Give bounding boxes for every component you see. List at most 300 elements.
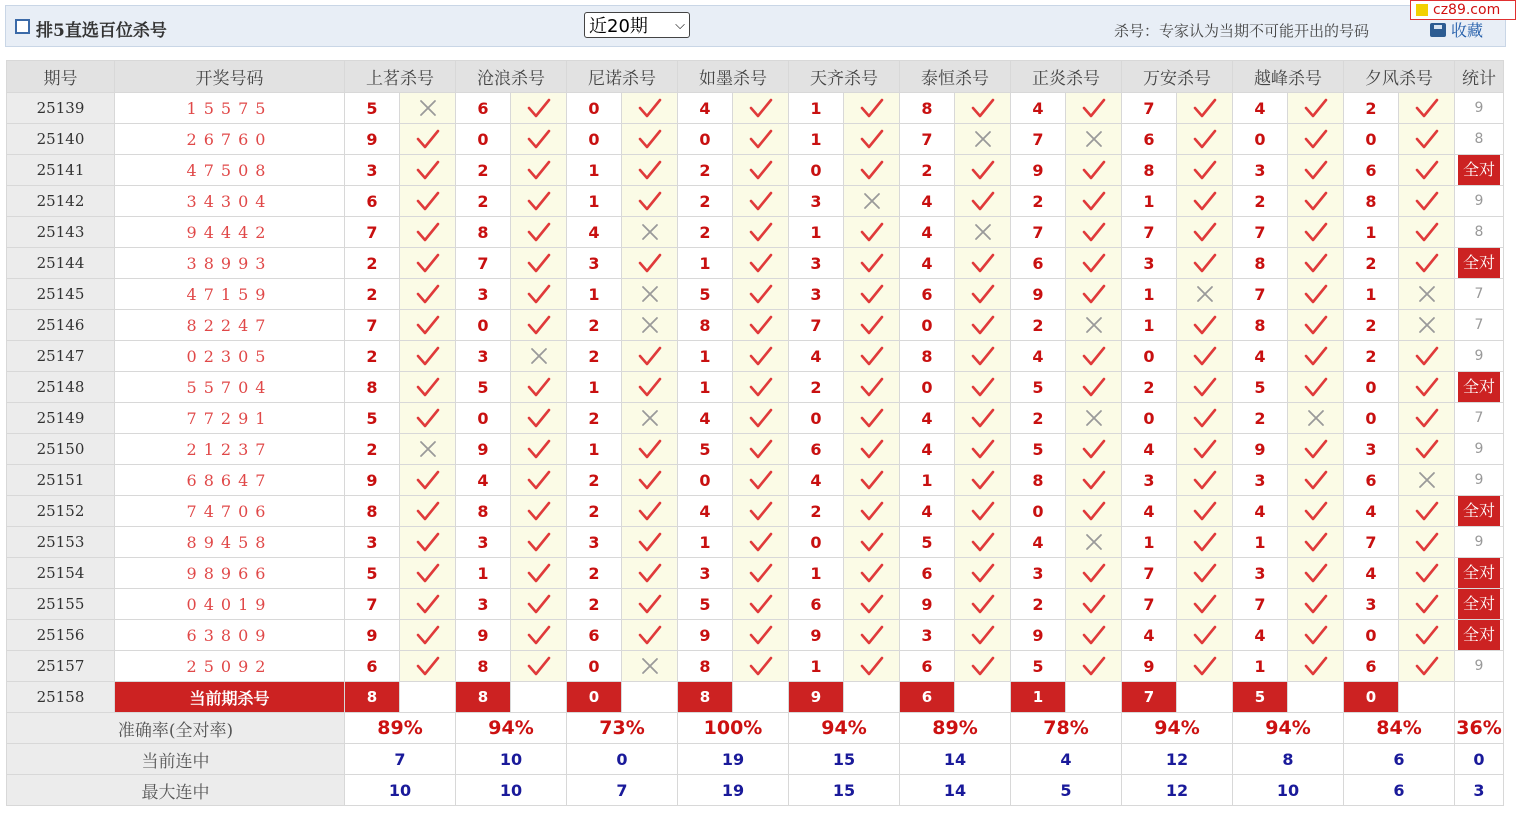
footer-value: 12 — [1122, 775, 1233, 806]
table-row — [7, 465, 1504, 496]
check-icon — [733, 248, 789, 279]
check-icon — [400, 465, 456, 496]
kill-number-cell: 2 — [1344, 341, 1399, 372]
kill-number-table — [6, 60, 1504, 806]
check-icon — [1288, 186, 1344, 217]
table-row — [7, 558, 1504, 589]
cross-icon — [622, 279, 678, 310]
check-icon — [955, 279, 1011, 310]
stat-cell: 7 — [1455, 403, 1504, 434]
kill-number-cell: 0 — [456, 310, 511, 341]
kill-number-cell: 9 — [789, 620, 844, 651]
kill-number-cell: 2 — [345, 434, 400, 465]
current-kill-number: 5 — [1233, 682, 1288, 713]
all-right-badge: 全对 — [1458, 248, 1500, 278]
kill-number-cell: 3 — [345, 155, 400, 186]
check-icon — [733, 279, 789, 310]
top-bar — [5, 5, 1506, 47]
check-icon — [1066, 589, 1122, 620]
check-icon — [1066, 217, 1122, 248]
check-icon — [1066, 186, 1122, 217]
kill-number-cell: 3 — [1122, 465, 1177, 496]
check-icon — [1177, 310, 1233, 341]
kill-number-cell: 2 — [1011, 589, 1066, 620]
check-icon — [511, 217, 567, 248]
period-cell: 25144 — [7, 248, 115, 279]
period-select[interactable] — [584, 12, 690, 38]
period-cell: 25158 — [7, 682, 115, 713]
favorite-label: 收藏 — [1451, 21, 1484, 40]
kill-number-cell: 2 — [567, 310, 622, 341]
stat-cell — [1455, 496, 1504, 527]
check-icon — [400, 620, 456, 651]
check-icon — [955, 651, 1011, 682]
kill-number-cell: 3 — [1344, 434, 1399, 465]
period-cell: 25152 — [7, 496, 115, 527]
footer-value: 15 — [789, 775, 900, 806]
kill-number-cell: 4 — [1122, 620, 1177, 651]
kill-number-cell: 8 — [456, 496, 511, 527]
kill-number-cell: 8 — [900, 93, 955, 124]
kill-number-cell: 0 — [456, 403, 511, 434]
check-icon — [1177, 496, 1233, 527]
check-icon — [1066, 279, 1122, 310]
kill-number-cell: 2 — [1011, 186, 1066, 217]
check-icon — [733, 186, 789, 217]
check-icon — [1066, 620, 1122, 651]
check-icon — [1177, 620, 1233, 651]
check-icon — [955, 558, 1011, 589]
column-header-expert: 尼诺杀号 — [567, 61, 678, 93]
check-icon — [1399, 186, 1455, 217]
kill-number-cell: 9 — [678, 620, 733, 651]
kill-number-cell: 4 — [900, 434, 955, 465]
kill-number-cell: 9 — [456, 434, 511, 465]
kill-number-cell: 2 — [1344, 93, 1399, 124]
kill-number-cell: 4 — [1122, 496, 1177, 527]
check-icon — [1288, 279, 1344, 310]
check-icon — [511, 93, 567, 124]
empty-cell — [400, 682, 456, 713]
kill-number-cell: 0 — [1344, 403, 1399, 434]
kill-number-cell: 4 — [1011, 341, 1066, 372]
check-icon — [1177, 651, 1233, 682]
kill-number-cell: 9 — [1122, 651, 1177, 682]
cross-icon — [955, 124, 1011, 155]
current-kill-number: 0 — [1344, 682, 1399, 713]
kill-number-cell: 9 — [1011, 155, 1066, 186]
column-header-expert: 正炎杀号 — [1011, 61, 1122, 93]
kill-number-cell: 6 — [900, 651, 955, 682]
kill-number-cell: 7 — [1011, 124, 1066, 155]
site-logo[interactable] — [1410, 0, 1516, 20]
kill-number-cell: 0 — [567, 651, 622, 682]
kill-number-cell: 7 — [1344, 527, 1399, 558]
kill-number-note: 杀号：专家认为当期不可能开出的号码 — [1114, 22, 1370, 40]
footer-label: 准确率(全对率) — [7, 713, 345, 744]
check-icon — [400, 310, 456, 341]
kill-number-cell: 4 — [678, 403, 733, 434]
draw-number-cell: 89458 — [115, 527, 345, 558]
check-icon — [1066, 372, 1122, 403]
stat-cell: 8 — [1455, 124, 1504, 155]
footer-label: 最大连中 — [7, 775, 345, 806]
kill-number-cell: 8 — [678, 310, 733, 341]
period-cell: 25154 — [7, 558, 115, 589]
check-icon — [1288, 310, 1344, 341]
kill-number-cell: 4 — [567, 217, 622, 248]
check-icon — [955, 310, 1011, 341]
kill-number-cell: 9 — [1011, 620, 1066, 651]
stat-cell: 9 — [1455, 465, 1504, 496]
kill-number-cell: 2 — [567, 558, 622, 589]
check-icon — [1399, 527, 1455, 558]
footer-value: 94% — [789, 713, 900, 744]
kill-number-cell: 7 — [1122, 589, 1177, 620]
kill-number-cell: 1 — [1122, 279, 1177, 310]
draw-number-cell: 63809 — [115, 620, 345, 651]
check-icon — [955, 589, 1011, 620]
check-icon — [955, 248, 1011, 279]
kill-number-cell: 1 — [789, 217, 844, 248]
footer-value: 78% — [1011, 713, 1122, 744]
table-row — [7, 186, 1504, 217]
check-icon — [1177, 186, 1233, 217]
table-row — [7, 651, 1504, 682]
cross-icon — [955, 217, 1011, 248]
cross-icon — [622, 651, 678, 682]
column-header-draw: 开奖号码 — [115, 61, 345, 93]
check-icon — [622, 434, 678, 465]
kill-number-cell: 3 — [1011, 558, 1066, 589]
kill-number-cell: 2 — [456, 155, 511, 186]
check-icon — [1177, 403, 1233, 434]
kill-number-cell: 3 — [678, 558, 733, 589]
kill-number-cell: 2 — [345, 279, 400, 310]
kill-number-cell: 2 — [345, 248, 400, 279]
check-icon — [733, 217, 789, 248]
draw-number-cell: 98966 — [115, 558, 345, 589]
check-icon — [1399, 155, 1455, 186]
period-cell: 25153 — [7, 527, 115, 558]
table-row — [7, 310, 1504, 341]
current-kill-number: 6 — [900, 682, 955, 713]
stat-cell: 9 — [1455, 527, 1504, 558]
period-cell: 25156 — [7, 620, 115, 651]
check-icon — [955, 372, 1011, 403]
kill-number-cell: 8 — [345, 496, 400, 527]
check-icon — [1399, 589, 1455, 620]
draw-number-cell: 25092 — [115, 651, 345, 682]
current-kill-number: 1 — [1011, 682, 1066, 713]
check-icon — [1288, 620, 1344, 651]
kill-number-cell: 2 — [1011, 403, 1066, 434]
stat-cell — [1455, 248, 1504, 279]
period-cell: 25148 — [7, 372, 115, 403]
check-icon — [844, 403, 900, 434]
kill-number-cell: 7 — [345, 217, 400, 248]
kill-number-cell: 9 — [456, 620, 511, 651]
check-icon — [511, 589, 567, 620]
kill-number-cell: 1 — [789, 558, 844, 589]
kill-number-cell: 1 — [678, 248, 733, 279]
check-icon — [1177, 217, 1233, 248]
column-header-expert: 越峰杀号 — [1233, 61, 1344, 93]
empty-cell — [1455, 682, 1504, 713]
table-row — [7, 248, 1504, 279]
kill-number-cell: 3 — [1344, 589, 1399, 620]
kill-number-cell: 8 — [1344, 186, 1399, 217]
empty-cell — [511, 682, 567, 713]
kill-number-cell: 2 — [567, 403, 622, 434]
empty-cell — [955, 682, 1011, 713]
column-header-expert: 万安杀号 — [1122, 61, 1233, 93]
check-icon — [400, 558, 456, 589]
period-cell: 25145 — [7, 279, 115, 310]
kill-number-cell: 0 — [1122, 341, 1177, 372]
kill-number-cell: 4 — [900, 186, 955, 217]
kill-number-cell: 2 — [1122, 372, 1177, 403]
kill-number-cell: 9 — [345, 465, 400, 496]
kill-number-cell: 0 — [1233, 124, 1288, 155]
check-icon — [1399, 496, 1455, 527]
check-icon — [400, 279, 456, 310]
check-icon — [1066, 496, 1122, 527]
kill-number-cell: 9 — [900, 589, 955, 620]
check-icon — [1288, 465, 1344, 496]
check-icon — [844, 155, 900, 186]
check-icon — [1399, 341, 1455, 372]
stat-cell: 7 — [1455, 310, 1504, 341]
check-icon — [844, 589, 900, 620]
all-right-badge: 全对 — [1458, 589, 1500, 619]
kill-number-cell: 7 — [1233, 589, 1288, 620]
kill-number-cell: 2 — [789, 496, 844, 527]
kill-number-cell: 4 — [900, 248, 955, 279]
check-icon — [844, 341, 900, 372]
check-icon — [400, 248, 456, 279]
kill-number-cell: 5 — [678, 434, 733, 465]
kill-number-cell: 3 — [567, 248, 622, 279]
kill-number-cell: 2 — [678, 155, 733, 186]
kill-number-cell: 8 — [456, 217, 511, 248]
check-icon — [1288, 589, 1344, 620]
footer-value: 19 — [678, 775, 789, 806]
all-right-badge: 全对 — [1458, 155, 1500, 185]
footer-value: 12 — [1122, 744, 1233, 775]
kill-number-cell: 5 — [1233, 372, 1288, 403]
kill-number-cell: 2 — [1344, 310, 1399, 341]
cross-icon — [1288, 403, 1344, 434]
check-icon — [511, 310, 567, 341]
check-icon — [511, 620, 567, 651]
check-icon — [955, 620, 1011, 651]
period-cell: 25143 — [7, 217, 115, 248]
draw-number-cell: 77291 — [115, 403, 345, 434]
kill-number-cell: 4 — [678, 93, 733, 124]
check-icon — [955, 93, 1011, 124]
check-icon — [1399, 651, 1455, 682]
check-icon — [844, 620, 900, 651]
period-cell: 25149 — [7, 403, 115, 434]
kill-number-cell: 3 — [567, 527, 622, 558]
check-icon — [1066, 434, 1122, 465]
check-icon — [1288, 434, 1344, 465]
footer-value: 14 — [900, 775, 1011, 806]
check-icon — [1288, 496, 1344, 527]
disk-icon — [1430, 23, 1446, 37]
kill-number-cell: 6 — [1122, 124, 1177, 155]
kill-number-cell: 2 — [678, 217, 733, 248]
current-period-row — [7, 682, 1504, 713]
check-icon — [400, 217, 456, 248]
kill-number-cell: 2 — [1344, 248, 1399, 279]
check-icon — [511, 651, 567, 682]
kill-number-cell: 7 — [1233, 279, 1288, 310]
kill-number-cell: 1 — [678, 372, 733, 403]
kill-number-cell: 3 — [1233, 465, 1288, 496]
kill-number-cell: 5 — [678, 279, 733, 310]
check-icon — [400, 496, 456, 527]
check-icon — [1399, 620, 1455, 651]
kill-number-cell: 0 — [678, 465, 733, 496]
period-cell: 25140 — [7, 124, 115, 155]
footer-value: 84% — [1344, 713, 1455, 744]
check-icon — [955, 527, 1011, 558]
kill-number-cell: 0 — [900, 310, 955, 341]
kill-number-cell: 1 — [789, 124, 844, 155]
chevron-down-icon: ⌵ — [675, 17, 685, 33]
check-icon — [511, 558, 567, 589]
empty-cell — [844, 682, 900, 713]
table-row — [7, 434, 1504, 465]
check-icon — [1288, 651, 1344, 682]
check-icon — [844, 372, 900, 403]
check-icon — [1066, 558, 1122, 589]
check-icon — [400, 341, 456, 372]
check-icon — [400, 589, 456, 620]
check-icon — [1177, 434, 1233, 465]
check-icon — [733, 403, 789, 434]
kill-number-cell: 8 — [1233, 248, 1288, 279]
stat-cell — [1455, 558, 1504, 589]
check-icon — [1288, 527, 1344, 558]
stat-cell: 9 — [1455, 186, 1504, 217]
column-header-expert: 沧浪杀号 — [456, 61, 567, 93]
check-icon — [400, 186, 456, 217]
check-icon — [1066, 155, 1122, 186]
check-icon — [511, 372, 567, 403]
kill-number-cell: 8 — [900, 341, 955, 372]
check-icon — [1177, 465, 1233, 496]
kill-number-cell: 0 — [789, 403, 844, 434]
check-icon — [733, 651, 789, 682]
footer-value: 15 — [789, 744, 900, 775]
footer-value: 7 — [345, 744, 456, 775]
kill-number-cell: 7 — [789, 310, 844, 341]
table-row — [7, 403, 1504, 434]
kill-number-cell: 8 — [1122, 155, 1177, 186]
kill-number-cell: 1 — [567, 372, 622, 403]
check-icon — [1177, 93, 1233, 124]
cross-icon — [400, 93, 456, 124]
kill-number-cell: 2 — [567, 341, 622, 372]
kill-number-cell: 2 — [1011, 310, 1066, 341]
check-icon — [622, 186, 678, 217]
kill-number-cell: 0 — [789, 155, 844, 186]
footer-value: 14 — [900, 744, 1011, 775]
kill-number-cell: 1 — [456, 558, 511, 589]
kill-number-cell: 4 — [456, 465, 511, 496]
table-row — [7, 279, 1504, 310]
footer-value: 6 — [1344, 744, 1455, 775]
footer-value: 5 — [1011, 775, 1122, 806]
kill-number-cell: 1 — [1122, 527, 1177, 558]
current-kill-number: 0 — [567, 682, 622, 713]
kill-number-cell: 9 — [345, 124, 400, 155]
kill-number-cell: 4 — [1011, 93, 1066, 124]
favorite-link[interactable] — [1430, 18, 1483, 41]
footer-label: 当前连中 — [7, 744, 345, 775]
footer-value: 0 — [1455, 744, 1504, 775]
check-icon — [1288, 155, 1344, 186]
kill-number-cell: 9 — [345, 620, 400, 651]
check-icon — [622, 93, 678, 124]
kill-number-cell: 6 — [345, 651, 400, 682]
check-icon — [955, 465, 1011, 496]
all-right-badge: 全对 — [1458, 558, 1500, 588]
cross-icon — [1399, 465, 1455, 496]
kill-number-cell: 4 — [1011, 527, 1066, 558]
kill-number-cell: 6 — [1344, 651, 1399, 682]
period-cell: 25150 — [7, 434, 115, 465]
stat-cell: 9 — [1455, 341, 1504, 372]
check-icon — [1399, 558, 1455, 589]
kill-number-cell: 5 — [345, 558, 400, 589]
kill-number-cell: 1 — [567, 279, 622, 310]
table-row — [7, 124, 1504, 155]
kill-number-cell: 8 — [1233, 310, 1288, 341]
kill-number-cell: 4 — [900, 496, 955, 527]
check-icon — [1288, 93, 1344, 124]
kill-number-cell: 2 — [1233, 186, 1288, 217]
table-row — [7, 155, 1504, 186]
check-icon — [511, 186, 567, 217]
check-icon — [1399, 372, 1455, 403]
kill-number-cell: 6 — [345, 186, 400, 217]
check-icon — [511, 403, 567, 434]
check-icon — [511, 496, 567, 527]
check-icon — [844, 496, 900, 527]
kill-number-cell: 4 — [1344, 558, 1399, 589]
kill-number-cell: 4 — [1233, 93, 1288, 124]
check-icon — [844, 217, 900, 248]
footer-value: 7 — [567, 775, 678, 806]
kill-number-cell: 0 — [1122, 403, 1177, 434]
kill-number-cell: 8 — [678, 651, 733, 682]
check-icon — [844, 651, 900, 682]
footer-value: 8 — [1233, 744, 1344, 775]
footer-value: 94% — [1233, 713, 1344, 744]
period-cell: 25146 — [7, 310, 115, 341]
kill-number-cell: 3 — [789, 248, 844, 279]
cross-icon — [844, 186, 900, 217]
stat-cell — [1455, 372, 1504, 403]
kill-number-cell: 4 — [900, 403, 955, 434]
check-icon — [733, 93, 789, 124]
all-right-badge: 全对 — [1458, 496, 1500, 526]
cross-icon — [511, 341, 567, 372]
